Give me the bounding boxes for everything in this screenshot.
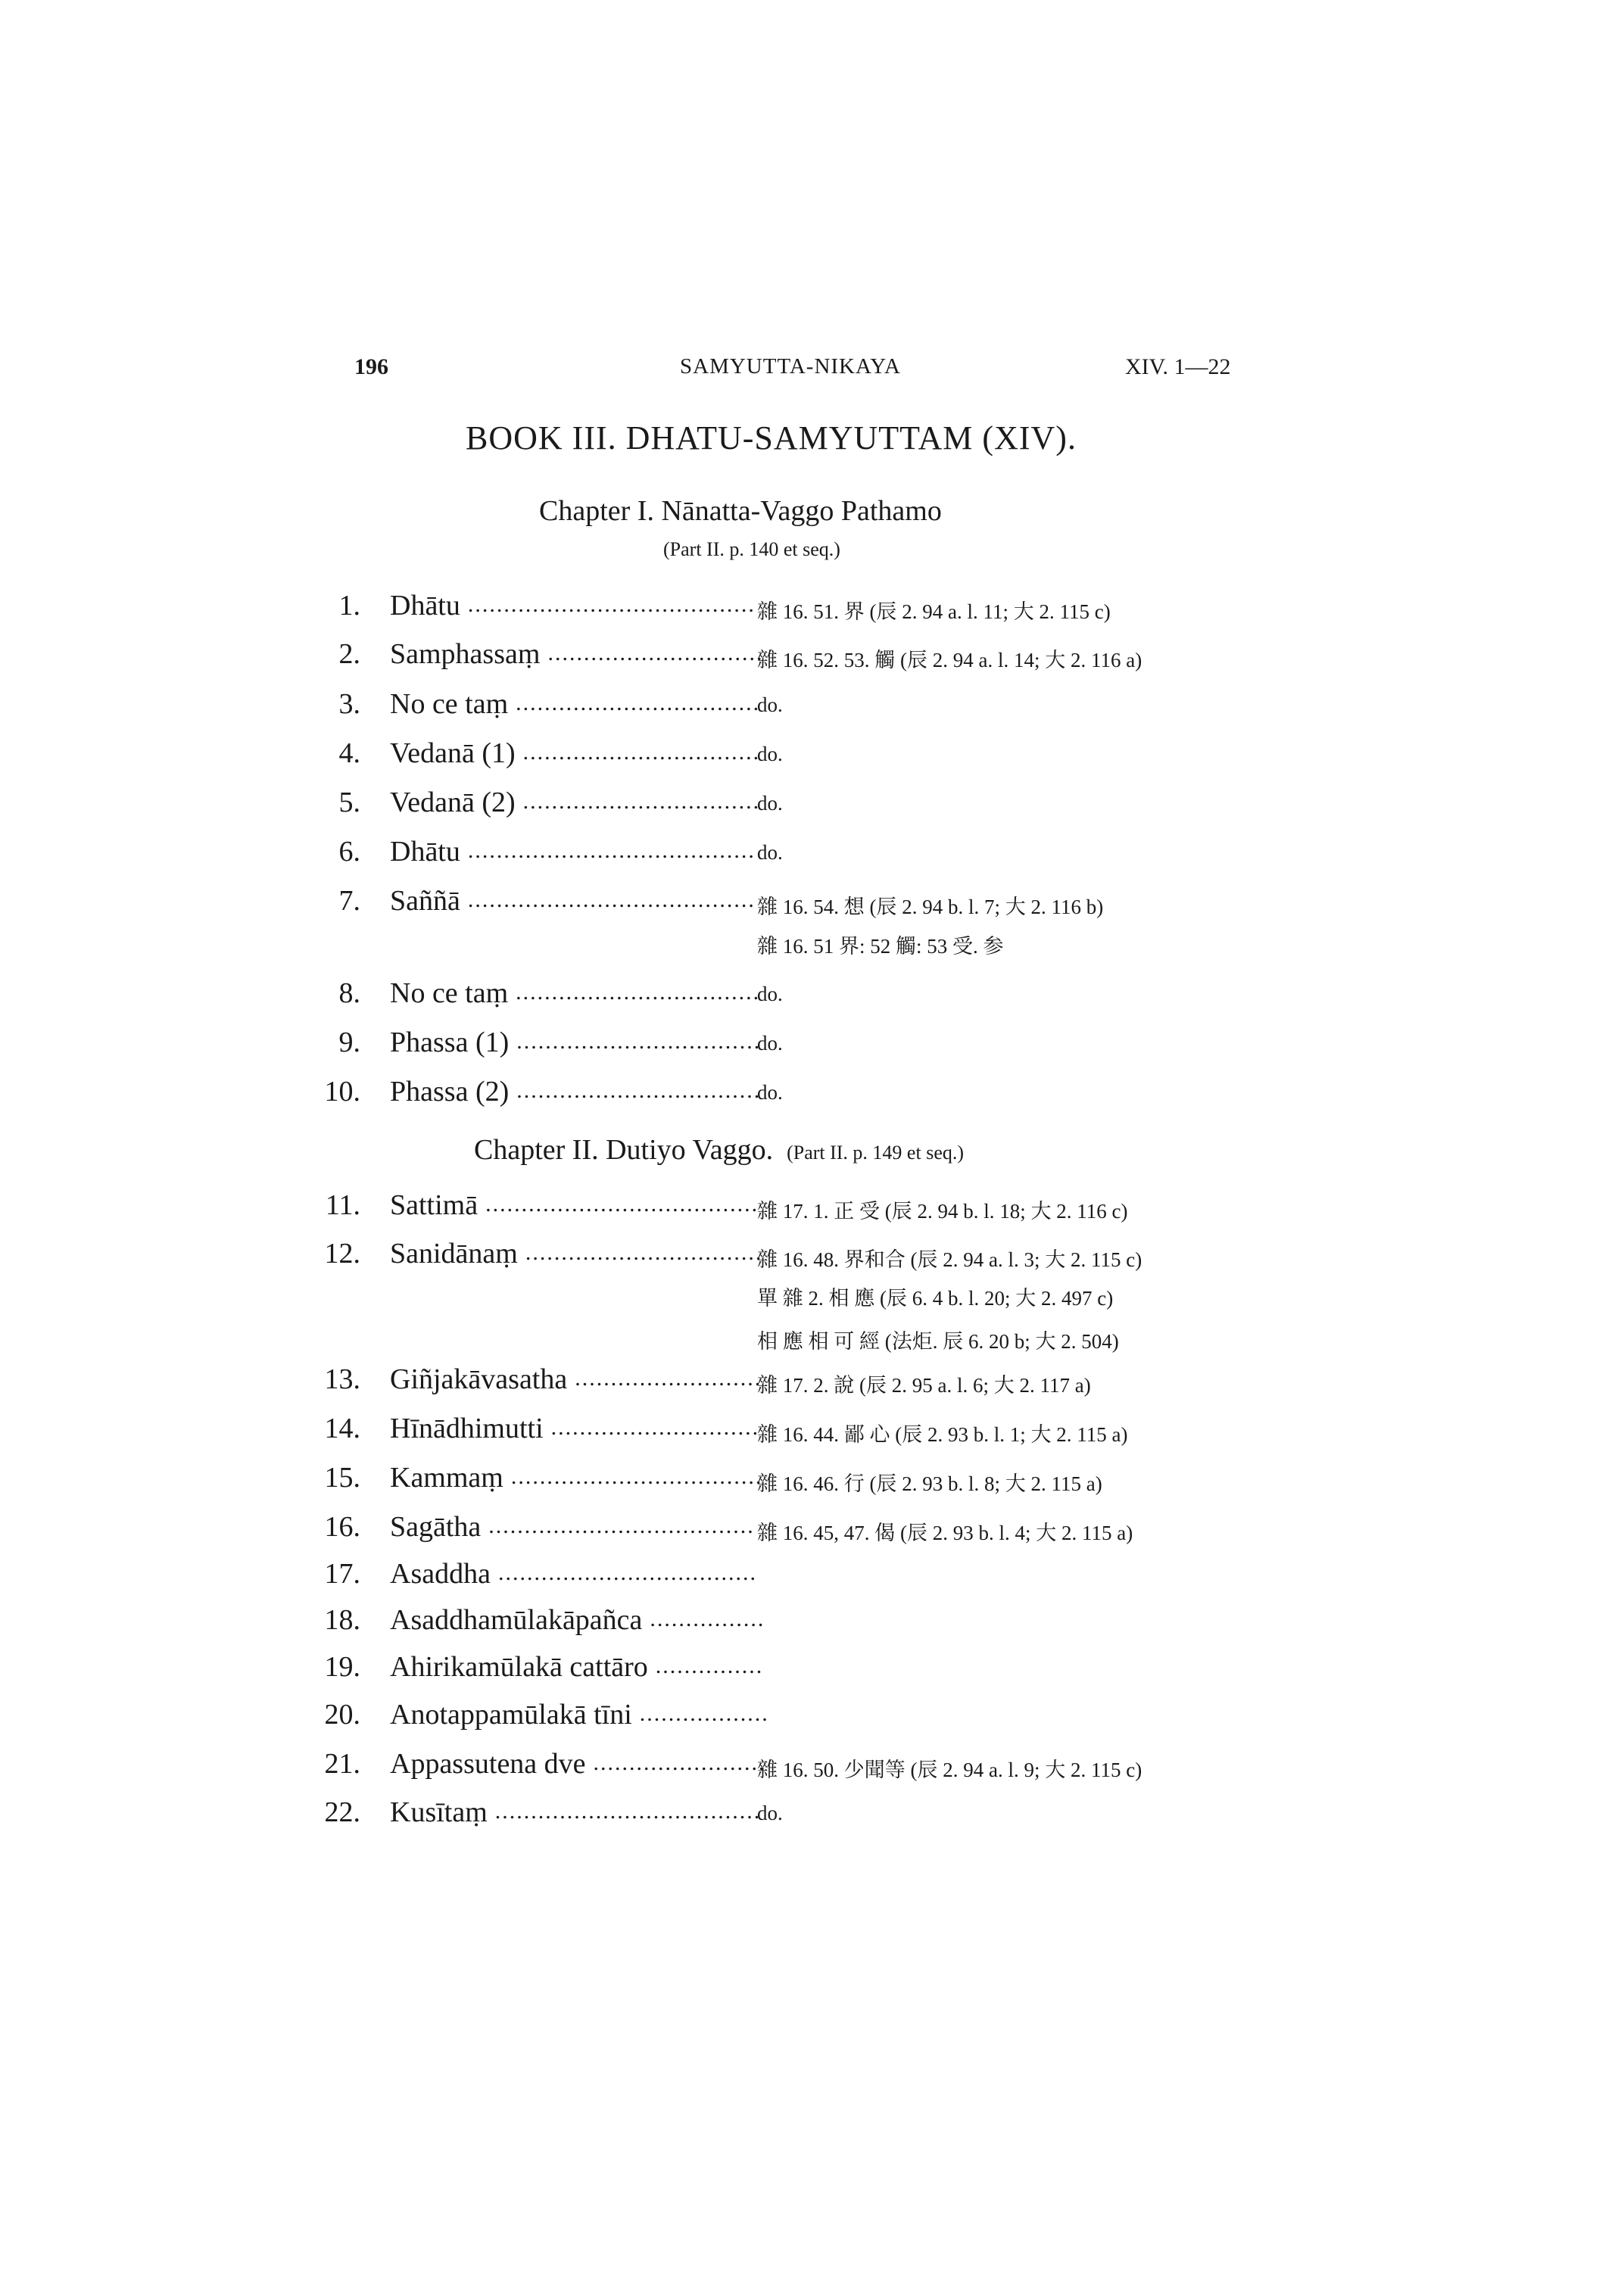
- entry-reference: 雜 17. 2. 說 (辰 2. 95 a. l. 6; 大 2. 117 a): [757, 1374, 1091, 1397]
- entry-reference: 雜 16. 44. 鄙 心 (辰 2. 93 b. l. 1; 大 2. 115 a): [757, 1423, 1128, 1446]
- entry-reference: do.: [757, 792, 783, 815]
- entry-title: Appassutena dve: [390, 1748, 586, 1780]
- entry-reference: 雜 16. 54. 想 (辰 2. 94 b. l. 7; 大 2. 116 b): [757, 896, 1104, 918]
- entry-title: Dhātu: [390, 836, 460, 868]
- dot-leader: ......................................: [485, 1192, 759, 1217]
- entry-number: 15.: [324, 1462, 360, 1494]
- entry-number: 16.: [324, 1511, 360, 1543]
- dot-leader: ..........................: [575, 1366, 762, 1391]
- entry-reference: 雜 16. 45, 47. 偈 (辰 2. 93 b. l. 4; 大 2. 115 a): [757, 1522, 1133, 1544]
- entry-reference: 雜 16. 46. 行 (辰 2. 93 b. l. 8; 大 2. 115 a): [757, 1472, 1102, 1495]
- chapter-2-heading: [474, 1133, 964, 1167]
- entry-number: 10.: [324, 1076, 360, 1108]
- dot-leader: ..............................: [547, 640, 764, 665]
- entry-number: 12.: [324, 1238, 360, 1270]
- dot-leader: ..................................: [516, 1029, 762, 1054]
- dot-leader: ....................................: [497, 1560, 757, 1585]
- running-title: SAMYUTTA-NIKAYA: [680, 354, 901, 379]
- entry-number: 9.: [338, 1027, 360, 1058]
- chapter-1-heading: Chapter I. Nānatta-Vaggo Pathamo: [539, 495, 942, 527]
- dot-leader: ........................................: [467, 592, 756, 617]
- entry-number: 22.: [324, 1796, 360, 1828]
- dot-leader: .............................: [550, 1415, 760, 1440]
- entry-reference: do.: [757, 841, 783, 864]
- entry-reference: do.: [757, 1802, 783, 1824]
- entry-title: Kusītaṃ: [390, 1796, 488, 1828]
- dot-leader: ........................................: [467, 838, 756, 863]
- entry-title: Samphassaṃ: [390, 638, 541, 670]
- entry-title: Giñjakāvasatha: [390, 1363, 568, 1395]
- entry-number: 18.: [324, 1604, 360, 1636]
- entry-reference: do.: [757, 983, 783, 1005]
- entry-number: 19.: [324, 1651, 360, 1683]
- entry-title: Ahirikamūlakā cattāro: [390, 1651, 648, 1683]
- entry-number: 17.: [324, 1558, 360, 1590]
- entry-number: 1.: [338, 590, 360, 622]
- entry-number: 21.: [324, 1748, 360, 1780]
- entry-number: 5.: [338, 787, 360, 818]
- entry-number: 8.: [338, 977, 360, 1009]
- dot-leader: .....................................: [488, 1513, 755, 1538]
- entry-title: Asaddhamūlakāpañca: [390, 1604, 643, 1636]
- entry-number: 4.: [338, 737, 360, 769]
- entry-number: 6.: [338, 836, 360, 868]
- dot-leader: ..................: [639, 1701, 769, 1726]
- dot-leader: ........................................: [467, 887, 756, 912]
- dot-leader: ..................................: [516, 1078, 762, 1103]
- entry-title: Sanidānaṃ: [390, 1238, 518, 1270]
- entry-title: Hīnādhimutti: [390, 1413, 544, 1444]
- chapter-2-part-ref: (Part II. p. 149 et seq.): [787, 1142, 965, 1164]
- dot-leader: .................................: [522, 789, 761, 814]
- entry-title: No ce taṃ: [390, 977, 509, 1009]
- entry-reference-continuation: 單 雜 2. 相 應 (辰 6. 4 b. l. 20; 大 2. 497 c): [757, 1287, 1114, 1310]
- entry-title: Kammaṃ: [390, 1462, 503, 1494]
- dot-leader: ...................................: [510, 1464, 763, 1489]
- dot-leader: ..................................: [516, 690, 761, 715]
- entry-reference: do.: [757, 743, 783, 765]
- chapter-1-part-ref: (Part II. p. 140 et seq.): [663, 538, 840, 560]
- entry-reference: do.: [757, 693, 783, 716]
- entry-reference: 雜 16. 51. 界 (辰 2. 94 a. l. 11; 大 2. 115 c): [757, 600, 1111, 623]
- book-title: BOOK III. DHATU-SAMYUTTAM (XIV).: [466, 419, 1077, 456]
- entry-reference-continuation: 雜 16. 51 界: 52 觸: 53 受. 参: [757, 935, 1004, 958]
- dot-leader: .................................: [525, 1240, 763, 1265]
- entry-reference: 雜 16. 48. 界和合 (辰 2. 94 a. l. 3; 大 2. 115 c): [757, 1248, 1142, 1271]
- entry-title: Sattimā: [390, 1189, 478, 1221]
- dot-leader: .................................: [522, 740, 761, 765]
- entry-number: 14.: [324, 1413, 360, 1444]
- entry-title: Dhātu: [390, 590, 460, 622]
- entry-reference: 雜 17. 1. 正 受 (辰 2. 94 b. l. 18; 大 2. 116 c): [757, 1200, 1128, 1223]
- entry-reference: 雜 16. 52. 53. 觸 (辰 2. 94 a. l. 14; 大 2. 116 a): [757, 649, 1142, 671]
- entry-title: Anotappamūlakā tīni: [390, 1699, 632, 1731]
- dot-leader: ..................................: [516, 980, 761, 1005]
- entry-title: Saññā: [390, 885, 460, 917]
- entry-number: 2.: [338, 638, 360, 670]
- entry-reference: do.: [757, 1081, 783, 1104]
- dot-leader: ........................: [593, 1750, 766, 1775]
- entry-reference-continuation: 相 應 相 可 經 (法炬. 辰 6. 20 b; 大 2. 504): [757, 1330, 1119, 1353]
- dot-leader: .....................................: [494, 1799, 762, 1824]
- entry-number: 20.: [324, 1699, 360, 1731]
- entry-number: 13.: [324, 1363, 360, 1395]
- page-number: 196: [354, 354, 388, 379]
- entry-title: Phassa (2): [390, 1076, 510, 1108]
- entry-title: Phassa (1): [390, 1027, 510, 1058]
- dot-leader: ...............: [655, 1653, 764, 1678]
- entry-number: 11.: [325, 1189, 360, 1221]
- entry-number: 7.: [338, 885, 360, 917]
- entry-title: Sagātha: [390, 1511, 482, 1543]
- entry-title: No ce taṃ: [390, 688, 509, 720]
- dot-leader: ................: [650, 1606, 765, 1631]
- entry-number: 3.: [338, 688, 360, 720]
- entry-title: Vedanā (2): [390, 787, 516, 818]
- entry-title: Asaddha: [390, 1558, 491, 1590]
- section-range: XIV. 1—22: [1125, 354, 1231, 379]
- entry-title: Vedanā (1): [390, 737, 516, 769]
- entry-reference: do.: [757, 1032, 783, 1055]
- entry-reference: 雜 16. 50. 少聞等 (辰 2. 94 a. l. 9; 大 2. 115 c): [757, 1759, 1142, 1781]
- chapter-2-title: Chapter II. Dutiyo Vaggo.: [474, 1134, 774, 1166]
